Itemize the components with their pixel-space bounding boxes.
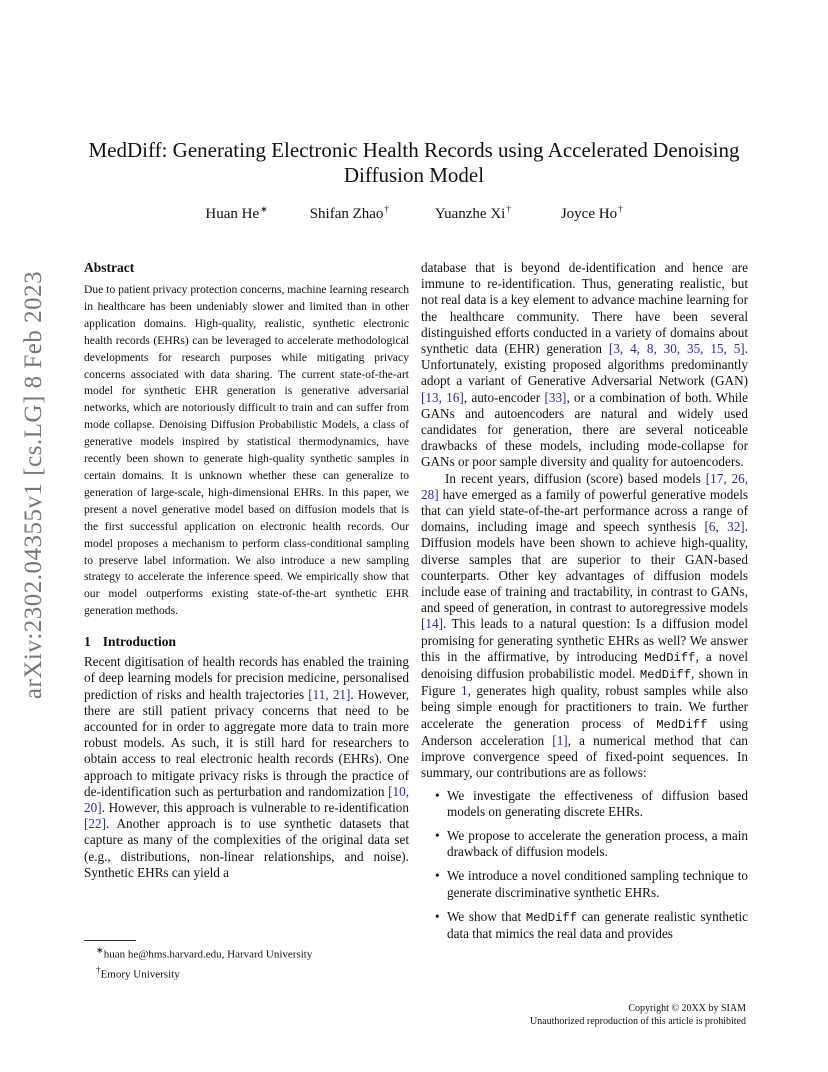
- arxiv-identifier: arXiv:2302.04355v1 [cs.LG] 8 Feb 2023: [20, 270, 47, 700]
- paper-title: MedDiff: Generating Electronic Health Records using Accelerated Denoising Diffusion Model: [88, 138, 740, 187]
- figure-link[interactable]: 1: [460, 683, 468, 699]
- citation-link[interactable]: [1]: [552, 732, 568, 748]
- copyright-line: Copyright © 20XX by SIAM: [628, 1003, 746, 1014]
- footnote-divider: [84, 940, 136, 941]
- bullet-icon: •: [435, 908, 440, 924]
- citation-link[interactable]: [10, 20]: [84, 783, 409, 815]
- list-item: • We introduce a novel conditioned sampling technique to generate discriminative synthetic EHRs.: [435, 868, 748, 900]
- author: Yuanzhe Xi†: [434, 204, 511, 222]
- left-column: [84, 260, 409, 881]
- abstract-text: Due to patient privacy protection concerns, machine learning research in healthcare has been undeniably slower and limited than in other application domains. High-quality, realistic, synthetic electronic health records (EHRs) can be leveraged to accelerate methodological developments for research purposes while mitigating privacy concerns associated with data sharing. The current state-of-the-art model for synthetic EHR generation is generative adversarial networks, which are notoriously difficult to train and can suffer from mode collapse. Denoising Diffusion Probabilistic Models, a class of generative models inspired by statistical thermodynamics, have recently been shown to generate high-quality synthetic samples in certain domains. It is unknown whether these can generalize to generation of large-scale, high-dimensional EHRs. In this paper, we present a novel generative model based on diffusion models that is the first successful application on electronic health records. Our model proposes a mechanism to perform class-conditional sampling to preserve label information. We also introduce a new sampling strategy to accelerate the inference speed. We empirically show that our model outperforms existing state-of-the-art synthetic EHR generation methods.: [84, 283, 409, 618]
- intro-paragraph-1-continued: database that is beyond de-identification and hence are immune to re-identification. Thus, generating realistic, but not real data is a key element to advance machine learning for the healthcare community. There have been several distinguished efforts conducted in a variety of domains about synthetic data (EHR) generation [3, 4, 8, 30, 35, 15, 5]. Unfortunately, existing proposed algorithms predominantly adopt a variant of Generative Adversarial Network (GAN) [13, 16], auto-encoder [33], or a combination of both. While GANs and autoencoders are natural and widely used candidates for generation, there are several noticeable drawbacks of these models, including mode-collapse for GANs or poor sample diversity and quality for autoencoders.: [421, 260, 748, 470]
- citation-link[interactable]: [13, 16]: [421, 389, 464, 405]
- copyright-notice: [530, 1002, 746, 1028]
- citation-link[interactable]: [3, 4, 8, 30, 35, 15, 5]: [608, 341, 745, 357]
- arxiv-sidebar-stamp: [14, 270, 54, 700]
- author: Joyce Ho†: [560, 204, 623, 222]
- bullet-icon: •: [435, 787, 440, 803]
- citation-link[interactable]: [6, 32]: [704, 519, 745, 535]
- model-name: MedDiff: [639, 668, 692, 683]
- model-name: MedDiff: [525, 910, 578, 925]
- section-heading-introduction: 1 Introduction: [84, 634, 177, 650]
- citation-link[interactable]: [14]: [421, 616, 443, 632]
- author: Shifan Zhao†: [309, 204, 389, 222]
- abstract-heading: Abstract: [84, 260, 135, 275]
- footnotes: [84, 940, 409, 982]
- reproduction-notice: Unauthorized reproduction of this article is prohibited: [529, 1016, 746, 1027]
- bullet-icon: •: [435, 827, 440, 843]
- citation-link[interactable]: [33]: [544, 389, 567, 405]
- model-name: MedDiff: [656, 717, 708, 732]
- footnote: ∗huan he@hms.harvard.edu, Harvard University: [96, 945, 313, 961]
- right-column: [421, 260, 748, 950]
- footnote: †Emory University: [96, 964, 180, 981]
- contributions-list: [421, 788, 748, 943]
- citation-link[interactable]: [11, 21]: [308, 686, 351, 702]
- citation-link[interactable]: [22]: [84, 816, 106, 832]
- intro-paragraph-2: In recent years, diffusion (score) based models [17, 26, 28] have emerged as a family of powerful generative models that can yield state-of-the-art performance across a range of domains, including image and speech synthesis [6, 32]. Diffusion models have been shown to achieve high-quality, diverse samples that are superior to their GAN-based counterparts. Other key advantages of diffusion models include ease of training and tractability, in contrast to GANs, and speed of generation, in contrast to autoregressive models [14]. This leads to a natural question: Is a diffusion model promising for generating synthetic EHRs as well? We answer this in the affirmative, by introducing MedDiff, a novel denoising diffusion probabilistic model. MedDiff, shown in Figure 1, generates high quality, robust samples while also being simple enough for practitioners to train. We further accelerate the generation process of MedDiff using Anderson acceleration [1], a numerical method that can improve convergence speed of fixed-point sequences. In summary, our contributions are as follows:: [421, 470, 749, 781]
- list-item: • We investigate the effectiveness of diffusion based models on generating discrete EHRs.: [435, 787, 748, 819]
- author: Huan He∗: [205, 204, 268, 222]
- author-list: [84, 204, 744, 223]
- bullet-icon: •: [435, 868, 440, 884]
- intro-paragraph-1: Recent digitisation of health records has enabled the training of deep learning models for precision medicine, personalised prediction of risks and health trajectories [11, 21]. However, there are still patient privacy concerns that need to be accounted for in order to aggregate more data to train more robust models. As such, it is still hard for researchers to obtain access to real electronic health records (EHRs). One approach to mitigate privacy risks is through the practice of de-identification such as perturbation and randomization [10, 20]. However, this approach is vulnerable to re-identification [22]. Another approach is to use synthetic datasets that capture as many of the complexities of the original data set (e.g., distributions, non-linear relationships, and noise). Synthetic EHRs can yield a: [84, 654, 409, 880]
- list-item: • We show that MedDiff can generate realistic synthetic data that mimics the real data and provides: [435, 908, 748, 941]
- citation-link[interactable]: [17, 26, 28]: [421, 470, 748, 502]
- list-item: • We propose to accelerate the generation process, a main drawback of diffusion models.: [435, 827, 748, 860]
- model-name: MedDiff: [644, 650, 696, 665]
